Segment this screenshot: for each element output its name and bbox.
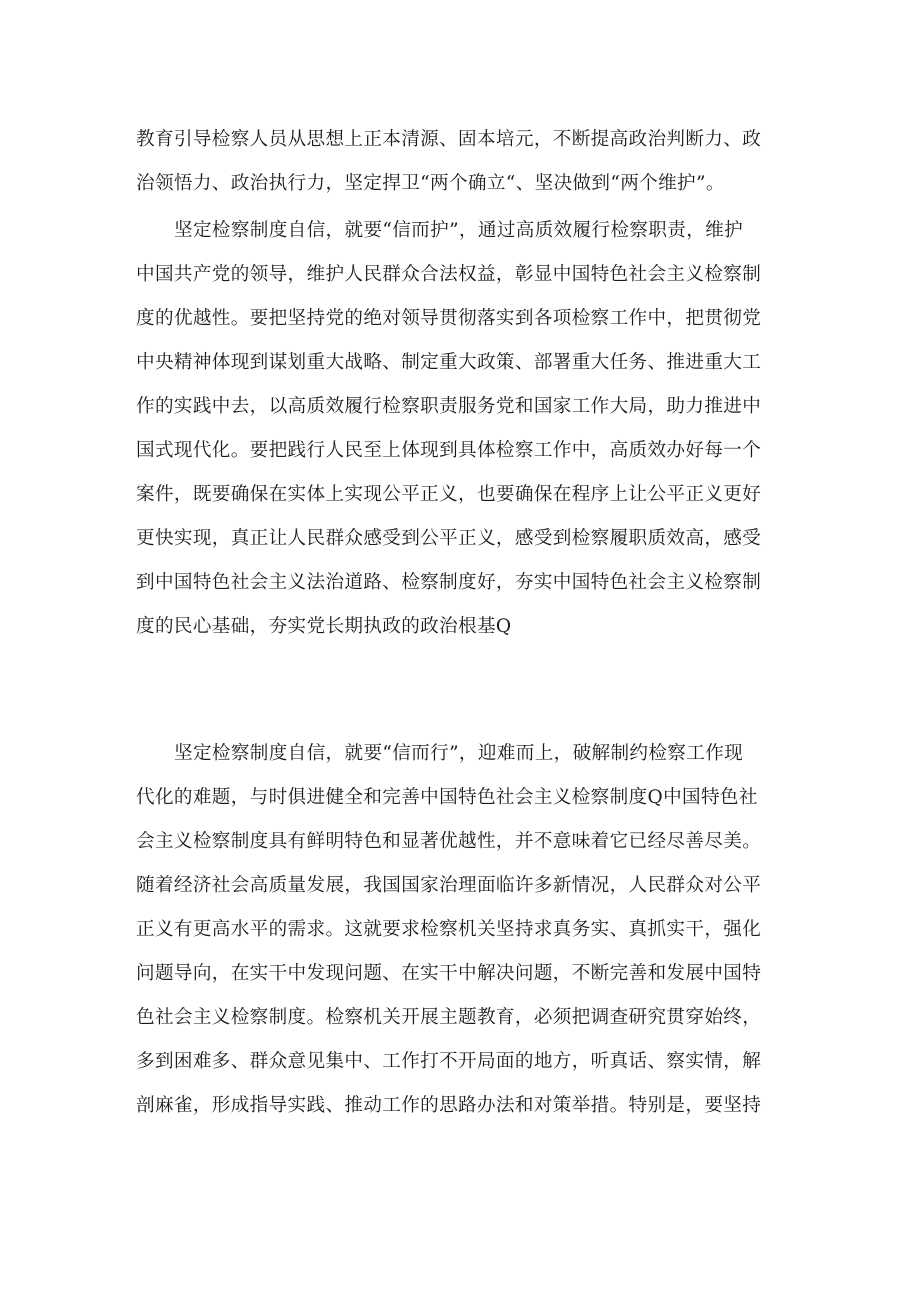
text-line: 代化的难题，与时俱进健全和完善中国特色社会主义检察制度Q中国特色社: [136, 787, 758, 808]
text-line: 更快实现，真正让人民群众感受到公平正义，感受到检察履职质效高，感受: [136, 528, 762, 549]
text-line: 随着经济社会高质量发展，我国国家治理面临许多新情况，人民群众对公平: [136, 875, 762, 896]
text-line: 治领悟力、政治执行力，坚定捍卫“两个确立“、坚决做到“两个维护”。: [136, 173, 725, 194]
text-line: 中国共产党的领导，维护人民群众合法权益，彰显中国特色社会主义检察制: [136, 264, 762, 285]
text-line: 剖麻雀，形成指导实践、推动工作的思路办法和对策举措。特别是，要坚持: [136, 1095, 762, 1116]
text-line: 国式现代化。要把践行人民至上体现到具体检察工作中，高质效办好每一个: [136, 440, 762, 461]
text-line: 度的民心基础，夯实党长期执政的政治根基Q: [136, 616, 512, 637]
text-line: 正义有更高水平的需求。这就要求检察机关坚持求真务实、真抓实干，强化: [136, 919, 762, 940]
text-line: 教育引导检察人员从思想上正本清源、固本培元，不断提高政治判断力、政: [136, 129, 762, 150]
text-line: 案件，既要确保在实体上实现公平正义，也要确保在程序上让公平正义更好: [136, 484, 762, 505]
text-line: 作的实践中去，以高质效履行检察职责服务党和国家工作大局，助力推进中: [136, 396, 762, 417]
paragraph-continuation: [136, 118, 796, 206]
text-line: 度的优越性。要把坚持党的绝对领导贯彻落实到各项检察工作中，把贯彻党: [136, 308, 762, 329]
text-line: 会主义检察制度具有鲜明特色和显著优越性，并不意味着它已经尽善尽美。: [136, 831, 762, 852]
text-line: 坚定检察制度自信，就要“信而护”，通过高质效履行检察职责，维护: [174, 220, 744, 241]
text-line: 中央精神体现到谋划重大战略、制定重大政策、部署重大任务、推进重大工: [136, 352, 762, 373]
paragraph-xin-er-hu: [136, 209, 796, 649]
text-line: 到中国特色社会主义法治道路、检察制度好，夯实中国特色社会主义检察制: [136, 572, 762, 593]
text-line: 问题导向，在实干中发现问题、在实干中解决问题，不断完善和发展中国特: [136, 963, 762, 984]
text-line: 多到困难多、群众意见集中、工作打不开局面的地方，听真话、察实情，解: [136, 1051, 762, 1072]
paragraph-xin-er-xing: [136, 732, 796, 1128]
text-line: 坚定检察制度自信，就要“信而行”，迎难而上，破解制约检察工作现: [174, 743, 744, 764]
text-line: 色社会主义检察制度。检察机关开展主题教育，必须把调查研究贯穿始终，: [136, 1007, 762, 1028]
